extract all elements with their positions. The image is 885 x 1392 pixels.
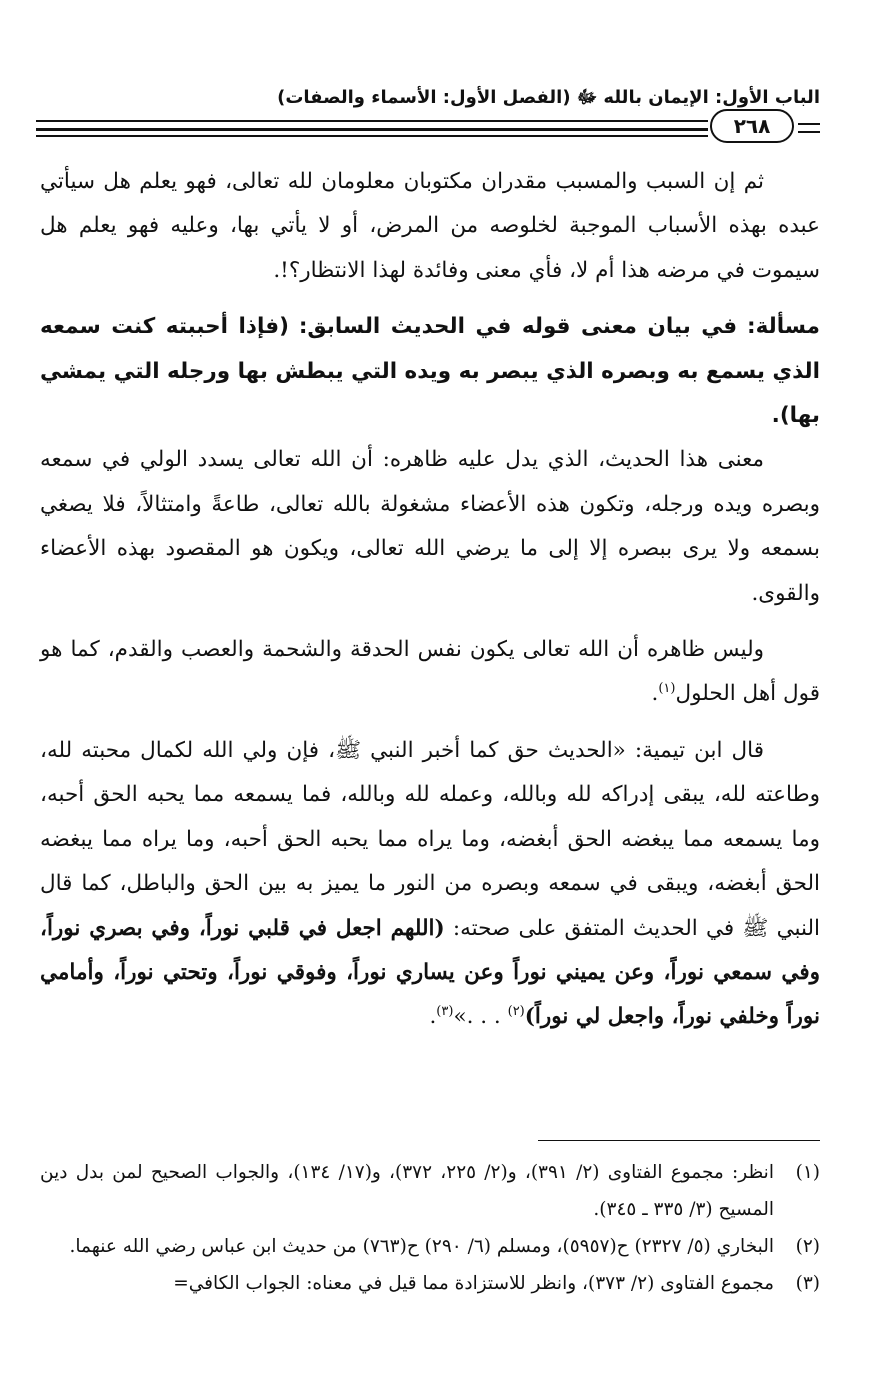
paragraph: معنى هذا الحديث، الذي يدل عليه ظاهره: أن الله تعالى يسدد الولي في سمعه وبصره ويده ورجله، وتكون هذه الأعضاء مشغولة بالله تعالى، طاعةً وامتثالاً، فلا يصغي بسمعه ولا يرى ببصره إلا إلى ما يرضي الله تعالى، ويكون هو المقصود بهذه الأعضاء والقوى.	[40, 447, 820, 606]
header-rule	[36, 135, 708, 137]
paragraph: ثم إن السبب والمسبب مقدران مكتوبان معلومان لله تعالى، فهو يعلم هل سيأتي عبده بهذه الأسباب الموجبة لخلوصه من المرض، أو لا يأتي بها، وعليه فهو يعلم هل سيموت في مرضه هذا أم لا، فأي معنى وفائدة لهذا الانتظار؟!.	[40, 169, 820, 283]
footnote-rule	[538, 1140, 820, 1141]
footnote-marker[interactable]: (٢)	[507, 1004, 525, 1020]
header-rule	[36, 120, 708, 122]
page-number: ٢٦٨	[710, 109, 794, 143]
header-rule	[798, 131, 820, 133]
body-text	[40, 160, 820, 1040]
paragraph	[40, 628, 820, 717]
footnote-marker[interactable]: (٣)	[436, 1004, 454, 1020]
footnote-text: مجموع الفتاوى (٢/ ٣٧٣)، وانظر للاستزادة مما قيل في معناه: الجواب الكافي=	[173, 1273, 774, 1294]
issue-label: مسألة:	[747, 314, 820, 340]
footnote-number: (١)	[795, 1162, 820, 1183]
footnote-number: (٣)	[795, 1273, 820, 1294]
footnote-text: انظر: مجموع الفتاوى (٢/ ٣٩١)، و(٢/ ٢٢٥، ٣٧٢)، و(١٧/ ١٣٤)، والجواب الصحيح لمن بدل دين المسيح (٣/ ٣٣٥ ـ ٣٤٥).	[40, 1162, 774, 1220]
issue-paragraph	[40, 305, 820, 438]
punctuation: .	[429, 1004, 437, 1030]
header-rule	[36, 128, 708, 131]
punctuation: .	[651, 681, 659, 707]
paragraph-text: وليس ظاهره أن الله تعالى يكون نفس الحدقة والشحمة والعصب والقدم، كما هو قول أهل الحلول	[40, 637, 820, 707]
footnote	[40, 1228, 820, 1265]
header-rule	[798, 123, 820, 125]
footnote	[40, 1154, 820, 1228]
hadith-quote: (اللهم اجعل في قلبي نوراً، وفي بصري نوراً، وفي سمعي نوراً، وعن يميني نوراً وعن يساري نوراً، وفوقي نوراً، وتحتي نوراً، وأمامي نوراً وخلفي نوراً، واجعل لي نوراً)	[40, 915, 820, 1030]
running-header: الباب الأول: الإيمان بالله ﷻ (الفصل الأول: الأسماء والصفات)	[277, 87, 820, 108]
issue-quote: (فإذا أحببته كنت سمعه الذي يسمع به وبصره الذي يبصر به ويده التي يبطش بها ورجله التي يمشي بها).	[40, 314, 820, 429]
quote-text: قال ابن تيمية: «الحديث حق كما أخبر النبي ﷺ، فإن ولي الله لكمال محبته لله، وطاعته لله، يبقى إدراكه لله وبالله، وعمله لله وبالله، فما يسمعه مما يحبه الحق أحبه، وما يسمعه مما يبغضه الحق أبغضه، وما يراه مما يحبه الحق أحبه، وما يراه مما يبغضه الحق أبغضه، ويبقى في سمعه وبصره من النور ما يميز به بين الحق والباطل، كما قال النبي ﷺ في الحديث المتفق على صحته:	[40, 737, 820, 941]
footnote-text: البخاري (٥/ ٢٣٢٧) ح(٥٩٥٧)، ومسلم (٦/ ٢٩٠) ح(٧٦٣) من حديث ابن عباس رضي الله عنهما.	[69, 1236, 774, 1257]
footnote-number: (٢)	[795, 1236, 820, 1257]
issue-title: في بيان معنى قوله في الحديث السابق:	[298, 314, 738, 340]
paragraph	[40, 729, 820, 1040]
footnotes	[40, 1154, 820, 1302]
footnote	[40, 1265, 820, 1302]
footnote-marker[interactable]: (١)	[658, 681, 676, 697]
ellipsis: . . .»	[453, 1004, 501, 1030]
